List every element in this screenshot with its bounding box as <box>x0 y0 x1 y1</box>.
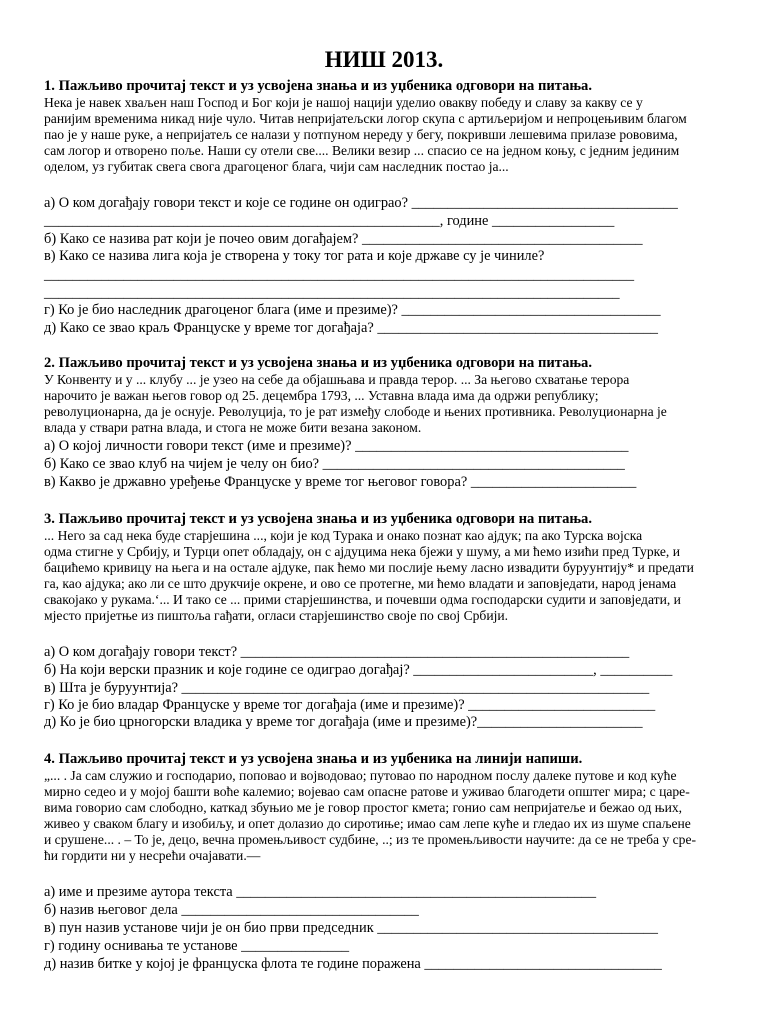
question-line: д) Како се звао краљ Француске у време тог догађаја? _______________________________________ <box>44 320 658 336</box>
source-text-line: оделом, уз губитак свега свога драгоценог блага, чији сам наследник постао ја... <box>44 159 509 174</box>
question-line: д) назив битке у којој је француска флота те године поражена _________________________________ <box>44 956 662 972</box>
source-text-line: Нека је навек хваљен наш Господ и Бог који је нашој нацији уделио овакву победу и славу за какву се у <box>44 95 643 110</box>
question-line: а) О ком догађају говори текст? ______________________________________________________ <box>44 644 630 660</box>
source-text-line: ... Него за сад нека буде старјешина ..., који је код Турака и онако познат као ајдук; па ако Турска војска <box>44 528 643 543</box>
source-text-line: мирно седео и у мојој башти воће калемио; војевао сам опасне ратове и уживао благодети општег мира; с царе- <box>44 784 690 799</box>
question-line: в) Какво је државно уређење Француске у време тог његовог говора? _______________________ <box>44 474 637 490</box>
question-line: б) Како се назива рат који је почео овим догађајем? _______________________________________ <box>44 231 643 247</box>
source-text-line: У Конвенту и у ... клубу ... је узео на себе да објашњава и правда терор. ... За његово схватање терора <box>44 372 630 387</box>
source-text-line: одма стигне у Србију, и Турци опет обладају, он с ајдуцима нека бјежи у шуму, а ми ћемо изићи пред Турке, и <box>44 544 681 559</box>
answer-line: ________________________________________________________________________________ <box>44 285 620 301</box>
source-text-line: нарочито је важан његов говор од 25. децембра 1793, ... Уставна влада има да одржи републику; <box>44 388 599 403</box>
question-line: г) годину оснивања те установе _______________ <box>44 938 350 954</box>
section-heading: 4. Пажљиво прочитај текст и уз усвојена знања и из уџбеника на линији напиши. <box>44 751 583 767</box>
question-line: а) О ком догађају говори текст и које се године он одиграо? _____________________________________ <box>44 195 678 211</box>
question-line: а) О којој личности говори текст (име и презиме)? ______________________________________ <box>44 438 629 454</box>
question-line: д) Ко је био црногорски владика у време тог догађаја (име и презиме)?_______________________ <box>44 714 643 730</box>
page-title: НИШ 2013. <box>324 47 444 72</box>
source-text-line: бацићемо кривицу на њега и на остале ајдуке, пак ћемо ми послије њему ласно извадити буруунтију* и предати <box>44 560 694 575</box>
source-text-line: сам логор и отворено поље. Наши су отели све.... Велики везир ... спасио се на једном коњу, с једним јединим <box>44 143 680 158</box>
question-line: б) На који верски празник и које године се одиграо догађај? _________________________, __________ <box>44 662 673 678</box>
source-text-line: револуционарна, да је оснује. Револуција, то је рат између слободе и њених противника. Револуционарна је <box>44 404 667 419</box>
source-text-line: пао је у наше руке, а непријатељ се налази у потпуном нереду у бегу, покривши лешевима прилазе рововима, <box>44 127 678 142</box>
answer-line: __________________________________________________________________________________ <box>44 267 635 283</box>
source-text-line: мјесто пријетње из пиштоља гађати, огласи старјешинство своје по свој Србији. <box>44 608 509 623</box>
question-line: б) назив његовог дела _________________________________ <box>44 902 419 918</box>
source-text-line: ранијим временима никад није чуло. Читав непријатељски логор скупа с артиљеријом и непроцењивим благом <box>44 111 687 126</box>
question-line: а) име и презиме аутора текста __________________________________________________ <box>44 884 597 900</box>
source-text-line: „... . Ја сам служио и господарио, поповао и војводовао; путовао по народном послу далеке путове и код куће <box>44 768 677 783</box>
source-text-line: вима говорио сам слободно, каткад збуњио ме је говор простог кмета; гонио сам непријатеље и бежао од њих, <box>44 800 683 815</box>
section-heading: 3. Пажљиво прочитај текст и уз усвојена знања и из уџбеника одговори на питања. <box>44 511 592 527</box>
source-text-line: живео у сваком благу и изобиљу, и опет долазио до сиротиње; имао сам лепе куће и гледао их из шуме спаљене <box>44 816 691 831</box>
question-line: в) пун назив установе чији је он био први председник _______________________________________ <box>44 920 658 936</box>
source-text-line: свакојако у рукама.‘... И тако се ... прими старјешинства, и почевши одма господарски судити и заповједати, и <box>44 592 681 607</box>
section-heading: 2. Пажљиво прочитај текст и уз усвојена знања и из уџбеника одговори на питања. <box>44 355 592 371</box>
question-line: г) Ко је био владар Француске у време тог догађаја (име и презиме)? __________________________ <box>44 697 656 713</box>
answer-line: _______________________________________________________, године _________________ <box>44 213 615 229</box>
source-text-line: ћи гордити ни у несрећи очајавати.— <box>44 848 261 863</box>
source-text-line: влада у ствари ратна влада, и стога не може бити везана законом. <box>44 420 422 435</box>
question-line: в) Шта је буруунтија? _________________________________________________________________ <box>44 680 650 696</box>
source-text-line: и срушене... . – То је, децо, вечна промењљивост судбине, ..; из те промењљивости научите: да се не треба у сре- <box>44 832 697 847</box>
question-line: в) Како се назива лига која је створена у току тог рата и које државе су је чиниле? <box>44 248 545 264</box>
source-text-line: га, као ајдука; ако ли се што друкчије окрене, и ово се протегне, ми ћемо владати и заповједати, народ јенама <box>44 576 677 591</box>
question-line: б) Како се звао клуб на чијем је челу он био? __________________________________________ <box>44 456 625 472</box>
question-line: г) Ко је био наследник драгоценог блага (име и презиме)? ____________________________________ <box>44 302 661 318</box>
section-heading: 1. Пажљиво прочитај текст и уз усвојена знања и из уџбеника одговори на питања. <box>44 78 592 94</box>
